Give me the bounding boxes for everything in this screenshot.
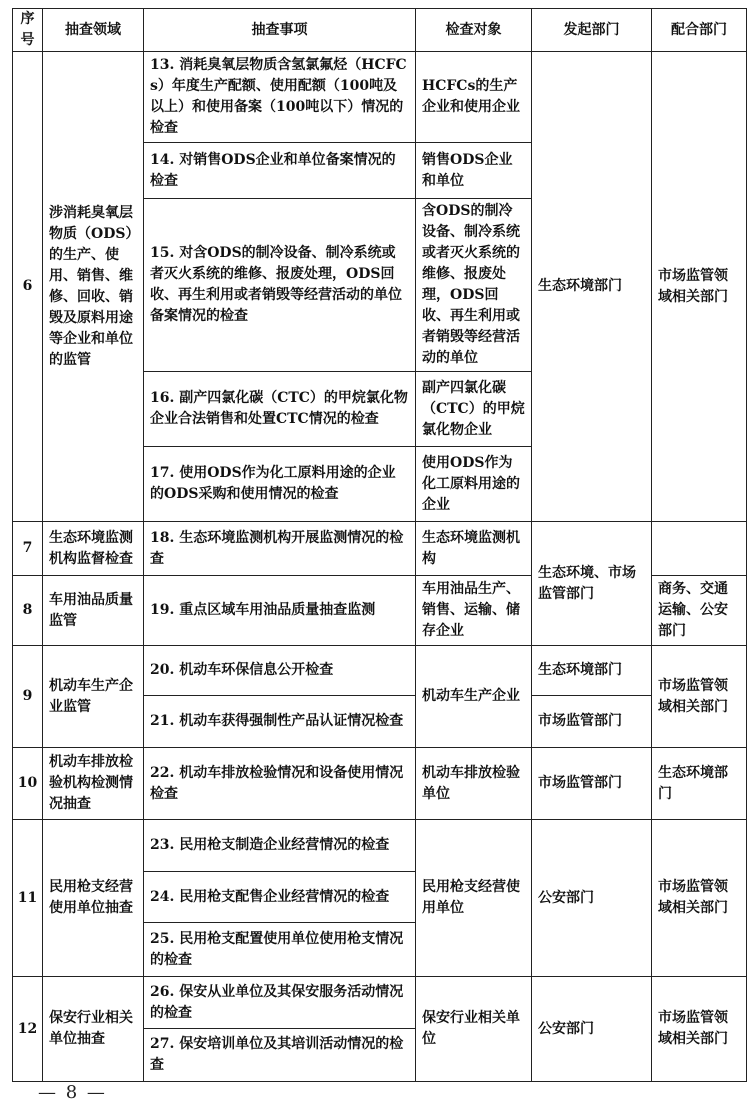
check-area: 民用枪支经营使用单位抽查 (43, 820, 144, 977)
row-number: 11 (13, 820, 43, 977)
check-area: 机动车排放检验机构检测情况抽查 (43, 748, 144, 820)
check-item: 18. 生态环境监测机构开展监测情况的检查 (144, 522, 416, 576)
row-number: 8 (13, 576, 43, 646)
initiator-dept: 公安部门 (532, 977, 652, 1082)
header-target: 检查对象 (416, 9, 532, 52)
cooperator-dept: 市场监管领域相关部门 (652, 820, 747, 977)
header-no: 序号 (13, 9, 43, 52)
check-target: HCFCs的生产企业和使用企业 (416, 52, 532, 143)
row-number: 6 (13, 52, 43, 522)
check-item: 20. 机动车环保信息公开检查 (144, 646, 416, 696)
table-row (13, 646, 747, 696)
inspection-table (12, 8, 747, 1082)
check-target: 副产四氯化碳（CTC）的甲烷氯化物企业 (416, 372, 532, 447)
check-target: 民用枪支经营使用单位 (416, 820, 532, 977)
cooperator-dept: 市场监管领域相关部门 (652, 52, 747, 522)
cooperator-dept: 市场监管领域相关部门 (652, 977, 747, 1082)
check-target: 保安行业相关单位 (416, 977, 532, 1082)
table-row (13, 52, 747, 143)
check-target: 生态环境监测机构 (416, 522, 532, 576)
check-target: 含ODS的制冷设备、制冷系统或者灭火系统的维修、报废处理，ODS回收、再生利用或者销毁等经营活动的单位 (416, 199, 532, 372)
cooperator-dept: 生态环境部门 (652, 748, 747, 820)
page-number: — 8 — (38, 1082, 107, 1103)
initiator-dept: 生态环境部门 (532, 646, 652, 696)
check-item: 17. 使用ODS作为化工原料用途的企业的ODS采购和使用情况的检查 (144, 447, 416, 522)
check-target: 销售ODS企业和单位 (416, 143, 532, 199)
row-number: 12 (13, 977, 43, 1082)
header-area: 抽查领域 (43, 9, 144, 52)
check-item: 16. 副产四氯化碳（CTC）的甲烷氯化物企业合法销售和处置CTC情况的检查 (144, 372, 416, 447)
initiator-dept: 公安部门 (532, 820, 652, 977)
check-item: 23. 民用枪支制造企业经营情况的检查 (144, 820, 416, 872)
table-row (13, 522, 747, 576)
table-row (13, 748, 747, 820)
check-area: 涉消耗臭氧层物质（ODS）的生产、使用、销售、维修、回收、销毁及原料用途等企业和单位的监管 (43, 52, 144, 522)
initiator-dept: 市场监管部门 (532, 748, 652, 820)
check-area: 保安行业相关单位抽查 (43, 977, 144, 1082)
check-item: 24. 民用枪支配售企业经营情况的检查 (144, 872, 416, 923)
table-row (13, 977, 747, 1029)
header-item: 抽查事项 (144, 9, 416, 52)
check-item: 26. 保安从业单位及其保安服务活动情况的检查 (144, 977, 416, 1029)
header-cooperator: 配合部门 (652, 9, 747, 52)
check-item: 22. 机动车排放检验情况和设备使用情况检查 (144, 748, 416, 820)
check-item: 19. 重点区域车用油品质量抽查监测 (144, 576, 416, 646)
header-initiator: 发起部门 (532, 9, 652, 52)
check-target: 车用油品生产、销售、运输、储存企业 (416, 576, 532, 646)
table-header-row (13, 9, 747, 52)
check-target: 机动车排放检验单位 (416, 748, 532, 820)
check-item: 21. 机动车获得强制性产品认证情况检查 (144, 696, 416, 748)
row-number: 7 (13, 522, 43, 576)
check-item: 14. 对销售ODS企业和单位备案情况的检查 (144, 143, 416, 199)
check-item: 13. 消耗臭氧层物质含氢氯氟烃（HCFCs）年度生产配额、使用配额（100吨及以上）和使用备案（100吨以下）情况的检查 (144, 52, 416, 143)
initiator-dept: 生态环境、市场监管部门 (532, 522, 652, 646)
check-area: 机动车生产企业监管 (43, 646, 144, 748)
check-item: 25. 民用枪支配置使用单位使用枪支情况的检查 (144, 923, 416, 977)
check-area: 生态环境监测机构监督检查 (43, 522, 144, 576)
row-number: 9 (13, 646, 43, 748)
table-row (13, 820, 747, 872)
row-number: 10 (13, 748, 43, 820)
check-target: 使用ODS作为化工原料用途的企业 (416, 447, 532, 522)
check-item: 15. 对含ODS的制冷设备、制冷系统或者灭火系统的维修、报废处理，ODS回收、再生利用或者销毁等经营活动的单位备案情况的检查 (144, 199, 416, 372)
check-target: 机动车生产企业 (416, 646, 532, 748)
cooperator-dept (652, 522, 747, 576)
check-item: 27. 保安培训单位及其培训活动情况的检查 (144, 1029, 416, 1082)
cooperator-dept: 商务、交通运输、公安部门 (652, 576, 747, 646)
cooperator-dept: 市场监管领域相关部门 (652, 646, 747, 748)
initiator-dept: 生态环境部门 (532, 52, 652, 522)
check-area: 车用油品质量监管 (43, 576, 144, 646)
initiator-dept: 市场监管部门 (532, 696, 652, 748)
